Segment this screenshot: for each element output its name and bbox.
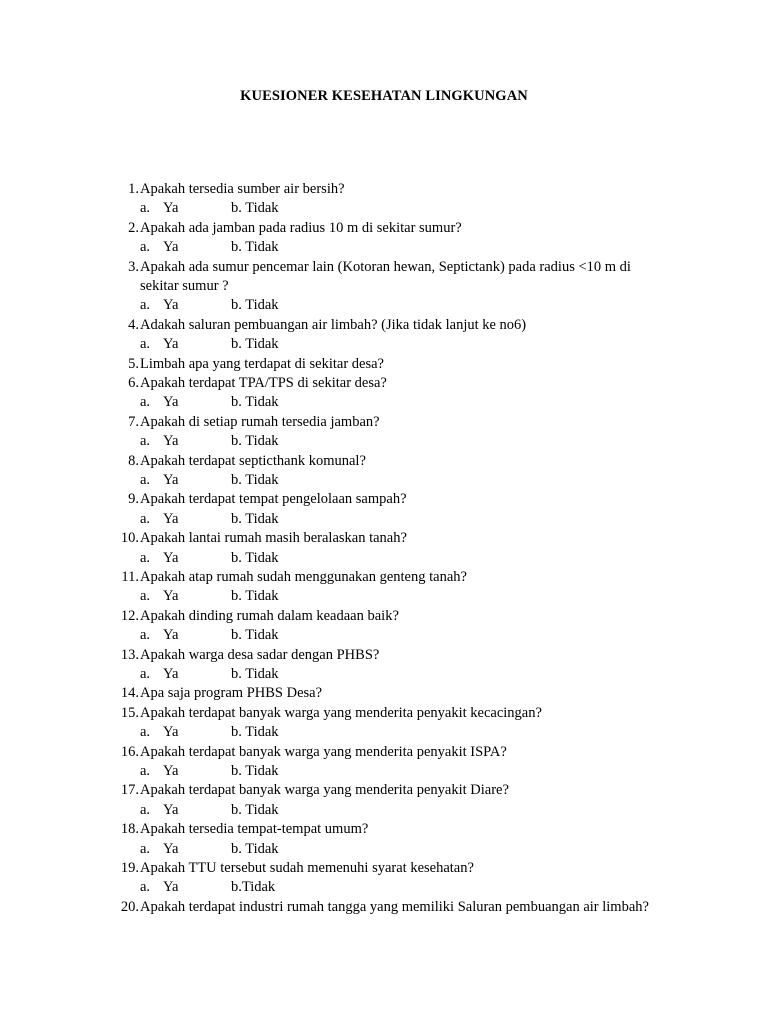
question-number: 20. xyxy=(120,898,139,915)
option-b-no: b. Tidak xyxy=(231,297,279,314)
option-a-yes: Ya xyxy=(163,801,179,818)
option-a-letter: a. xyxy=(140,433,151,450)
option-b-no: b. Tidak xyxy=(231,336,279,353)
answer-options xyxy=(113,626,673,645)
question-item xyxy=(113,529,673,548)
option-a-yes: Ya xyxy=(163,336,179,353)
option-b-no: b. Tidak xyxy=(231,433,279,450)
question-text: Apakah terdapat industri rumah tangga yang memiliki Saluran pembuangan air limbah? xyxy=(140,898,649,915)
option-a-yes: Ya xyxy=(163,840,179,857)
option-a-letter: a. xyxy=(140,879,151,896)
question-number: 19. xyxy=(120,859,139,876)
option-b-no: b. Tidak xyxy=(231,762,279,779)
question-text: Apakah terdapat tempat pengelolaan sampah? xyxy=(140,491,407,508)
question-item xyxy=(113,607,673,626)
option-a-yes: Ya xyxy=(163,588,179,605)
option-a-letter: a. xyxy=(140,665,151,682)
option-a-letter: a. xyxy=(140,200,151,217)
option-a-letter: a. xyxy=(140,510,151,527)
answer-options xyxy=(113,587,673,606)
question-text: Apakah terdapat septicthank komunal? xyxy=(140,452,366,469)
question-item xyxy=(113,820,673,839)
question-number: 2. xyxy=(128,219,139,236)
answer-options xyxy=(113,335,673,354)
answer-options xyxy=(113,199,673,218)
option-b-no: b. Tidak xyxy=(231,665,279,682)
question-number: 16. xyxy=(120,743,139,760)
question-text: Apakah di setiap rumah tersedia jamban? xyxy=(140,413,380,430)
option-a-letter: a. xyxy=(140,840,151,857)
question-number: 13. xyxy=(120,646,139,663)
option-b-no: b. Tidak xyxy=(231,394,279,411)
option-a-yes: Ya xyxy=(163,297,179,314)
question-item xyxy=(113,355,673,374)
option-a-yes: Ya xyxy=(163,627,179,644)
option-a-yes: Ya xyxy=(163,394,179,411)
question-number: 6. xyxy=(128,375,139,391)
option-a-yes: Ya xyxy=(163,200,179,217)
option-b-no: b. Tidak xyxy=(231,200,279,217)
question-item xyxy=(113,898,673,917)
answer-options xyxy=(113,510,673,529)
question-number: 9. xyxy=(128,491,139,508)
question-item xyxy=(113,568,673,587)
question-number: 18. xyxy=(120,821,139,838)
option-b-no: b.Tidak xyxy=(231,879,276,896)
question-item xyxy=(113,258,673,297)
option-a-letter: a. xyxy=(140,724,151,741)
question-number: 11. xyxy=(121,568,139,585)
option-b-no: b. Tidak xyxy=(231,801,279,818)
option-b-no: b. Tidak xyxy=(231,840,279,857)
answer-options xyxy=(113,471,673,490)
answer-options xyxy=(113,723,673,742)
question-text: Apakah warga desa sadar dengan PHBS? xyxy=(140,646,380,663)
question-text: Adakah saluran pembuangan air limbah? (Jika tidak lanjut ke no6) xyxy=(140,316,527,333)
answer-options xyxy=(113,432,673,451)
question-number: 1. xyxy=(128,181,139,197)
question-text: Apakah lantai rumah masih beralaskan tanah? xyxy=(140,530,407,547)
option-a-letter: a. xyxy=(140,627,151,644)
question-text: Limbah apa yang terdapat di sekitar desa? xyxy=(140,355,384,372)
question-number: 8. xyxy=(128,452,139,469)
option-a-yes: Ya xyxy=(163,239,179,256)
option-a-letter: a. xyxy=(140,588,151,605)
question-item xyxy=(113,180,673,199)
question-text: Apakah TTU tersebut sudah memenuhi syarat kesehatan? xyxy=(140,859,474,876)
answer-options xyxy=(113,878,673,897)
question-text: Apakah atap rumah sudah menggunakan genteng tanah? xyxy=(140,568,467,585)
option-a-letter: a. xyxy=(140,549,151,566)
option-a-letter: a. xyxy=(140,472,151,488)
option-b-no: b. Tidak xyxy=(231,588,279,605)
question-item xyxy=(113,781,673,800)
question-item xyxy=(113,219,673,238)
option-b-no: b. Tidak xyxy=(231,627,279,644)
question-text: Apakah tersedia tempat-tempat umum? xyxy=(140,821,369,838)
option-a-yes: Ya xyxy=(163,879,179,896)
question-text: Apakah terdapat banyak warga yang menderita penyakit Diare? xyxy=(140,782,509,799)
option-b-no: b. Tidak xyxy=(231,510,279,527)
option-b-no: b. Tidak xyxy=(231,549,279,566)
answer-options xyxy=(113,840,673,859)
question-item xyxy=(113,859,673,878)
question-item xyxy=(113,684,673,703)
option-a-letter: a. xyxy=(140,394,151,411)
question-item xyxy=(113,743,673,762)
question-item xyxy=(113,374,673,393)
question-number: 3. xyxy=(128,258,139,275)
question-number: 17. xyxy=(120,782,139,799)
question-text: Apakah ada sumur pencemar lain (Kotoran hewan, Septictank) pada radius <10 m di sekitar sumur ? xyxy=(140,258,631,294)
answer-options xyxy=(113,393,673,412)
question-item xyxy=(113,413,673,432)
question-item xyxy=(113,490,673,509)
option-a-yes: Ya xyxy=(163,433,179,450)
option-a-yes: Ya xyxy=(163,510,179,527)
question-text: Apakah dinding rumah dalam keadaan baik? xyxy=(140,607,399,624)
option-a-yes: Ya xyxy=(163,472,179,488)
question-number: 15. xyxy=(120,704,139,721)
answer-options xyxy=(113,665,673,684)
option-b-no: b. Tidak xyxy=(231,472,279,488)
option-a-letter: a. xyxy=(140,239,151,256)
question-number: 5. xyxy=(128,355,139,372)
option-a-yes: Ya xyxy=(163,724,179,741)
option-a-yes: Ya xyxy=(163,665,179,682)
question-text: Apakah terdapat banyak warga yang menderita penyakit ISPA? xyxy=(140,743,507,760)
question-number: 10. xyxy=(120,530,139,547)
option-a-yes: Ya xyxy=(163,762,179,779)
answer-options xyxy=(113,762,673,781)
question-number: 7. xyxy=(128,413,139,430)
answer-options xyxy=(113,549,673,568)
question-text: Apakah terdapat banyak warga yang menderita penyakit kecacingan? xyxy=(140,704,542,721)
question-text: Apa saja program PHBS Desa? xyxy=(140,685,323,702)
option-b-no: b. Tidak xyxy=(231,724,279,741)
option-a-letter: a. xyxy=(140,762,151,779)
question-item xyxy=(113,452,673,471)
question-text: Apakah tersedia sumber air bersih? xyxy=(140,181,345,197)
question-item xyxy=(113,646,673,665)
answer-options xyxy=(113,296,673,315)
question-number: 12. xyxy=(120,607,139,624)
answer-options xyxy=(113,238,673,257)
question-text: Apakah terdapat TPA/TPS di sekitar desa? xyxy=(140,375,387,391)
question-number: 4. xyxy=(128,316,139,333)
question-list xyxy=(113,180,673,917)
option-a-letter: a. xyxy=(140,801,151,818)
question-text: Apakah ada jamban pada radius 10 m di sekitar sumur? xyxy=(140,219,462,236)
option-b-no: b. Tidak xyxy=(231,239,279,256)
option-a-letter: a. xyxy=(140,336,151,353)
question-number: 14. xyxy=(120,685,139,702)
option-a-yes: Ya xyxy=(163,549,179,566)
option-a-letter: a. xyxy=(140,297,151,314)
question-item xyxy=(113,316,673,335)
document-title: KUESIONER KESEHATAN LINGKUNGAN xyxy=(240,88,528,104)
answer-options xyxy=(113,801,673,820)
question-item xyxy=(113,704,673,723)
